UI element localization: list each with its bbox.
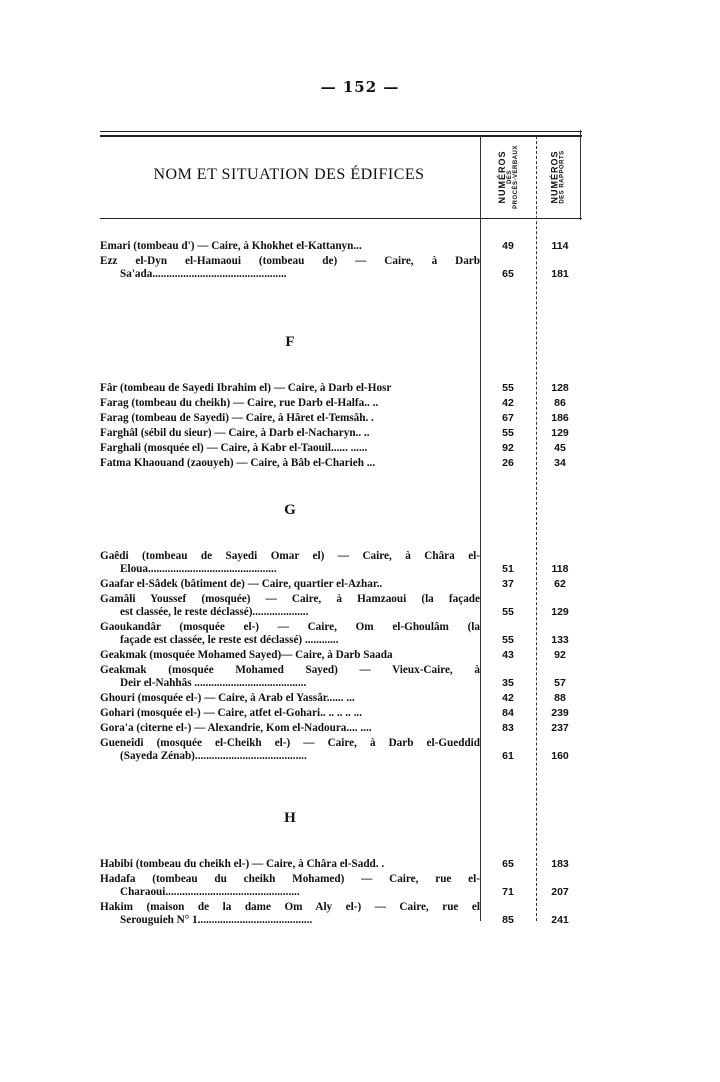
proces-verbal-number: 42 [502,692,514,704]
proces-verbal-number: 51 [502,563,514,575]
rapport-number: 129 [551,427,569,439]
table-row [100,397,480,410]
entry-text: Gohari (mosquée el-) — Caire, atfet el-Gohari.. .. .. .. ... [100,707,363,719]
header-rule [100,218,582,219]
rapport-number: 237 [551,722,569,734]
rapport-number: 241 [551,914,569,926]
entry-text-continued: Charaoui................................................ [120,886,300,898]
table-row [100,858,480,871]
entry-text: Farag (tombeau du cheikh) — Caire, rue Darb el-Halfa.. .. [100,397,379,409]
proces-verbal-number: 55 [502,634,514,646]
table-row [100,382,480,395]
table-row [100,442,480,455]
rapport-number: 88 [554,692,566,704]
entry-text-continued: (Sayeda Zénab)........................................ [120,750,307,762]
col1-sub-label-2: PROCÈS-VERBAUX [513,145,519,209]
rapport-number: 86 [554,397,566,409]
table-row [100,707,480,720]
table-row [100,427,480,440]
proces-verbal-number: 67 [502,412,514,424]
rapport-number: 62 [554,578,566,590]
col1-sub-label-1: DES [507,170,513,184]
proces-verbal-number: 85 [502,914,514,926]
table-row [100,649,480,662]
table-row [100,692,480,705]
entry-text: Gamâli Youssef (mosquée) — Caire, à Hamzaoui (la façade [100,593,480,605]
table-row [100,457,480,470]
entry-text: Farghâl (sébil du sieur) — Caire, à Darb el-Nacharyn.. .. [100,427,370,439]
entry-text: Geakmak (mosquée Mohamed Sayed) — Vieux-Caire, à [100,664,480,676]
table-row [100,578,480,591]
col1-main-label: NUMÉROS [497,150,507,204]
rapport-number: 160 [551,750,569,762]
entry-text-continued: Sa'ada................................................ [120,268,287,280]
rapport-number: 183 [551,858,569,870]
rapport-number: 34 [554,457,566,469]
rapport-number: 92 [554,649,566,661]
proces-verbal-number: 37 [502,578,514,590]
table-row [100,873,480,899]
entry-text: Habibi (tombeau du cheikh el-) — Caire, à Châra el-Sadd. . [100,858,385,870]
proces-verbal-number: 65 [502,268,514,280]
proces-verbal-number: 43 [502,649,514,661]
rapport-number: 114 [551,240,569,252]
column-divider-1 [480,136,481,921]
entry-text-continued: Eloua.............................................. [120,563,277,575]
proces-verbal-number: 35 [502,677,514,689]
entry-text: Emari (tombeau d') — Caire, à Khokhet el-Kattanyn... [100,240,362,252]
rapport-number: 118 [551,563,569,575]
table-header-title: NOM ET SITUATION DES ÉDIFICES [153,166,425,183]
proces-verbal-number: 61 [502,750,514,762]
entry-text: Ghouri (mosquée el-) — Caire, à Arab el Yassâr...... ... [100,692,355,704]
table-row [100,621,480,647]
proces-verbal-number: 92 [502,442,514,454]
column-header-rapports [536,136,580,218]
table-row [100,550,480,576]
col2-sub-label: DES RAPPORTS [560,150,566,204]
entry-text: Hadafa (tombeau du cheikh Mohamed) — Caire, rue el- [100,873,480,885]
entry-text: Hakim (maison de la dame Om Aly el-) — Caire, rue el [100,901,480,913]
column-divider-3 [580,130,581,220]
entry-text: Geakmak (mosquée Mohamed Sayed)— Caire, à Darb Saada [100,649,393,661]
proces-verbal-number: 42 [502,397,514,409]
proces-verbal-number: 55 [502,427,514,439]
table-row [100,255,480,281]
rapport-number: 186 [551,412,569,424]
entry-text-continued: Deir el-Nahhâs ........................................ [120,677,307,689]
table-row [100,901,480,927]
column-divider-2 [536,136,537,921]
entry-text: Gaafar el-Sâdek (bâtiment de) — Caire, quartier el-Azhar.. [100,578,383,590]
rapport-number: 45 [554,442,566,454]
section-letter-h: H [284,810,296,826]
table-row [100,240,480,253]
entry-text: Farghali (mosquée el) — Caire, à Kabr el-Taouil...... ...... [100,442,368,454]
table-row [100,593,480,619]
rapport-number: 128 [551,382,569,394]
table-row [100,664,480,690]
col2-main-label: NUMÉROS [550,150,560,204]
entry-text: Gaoukandâr (mosquée el-) — Caire, Om el-Ghoulâm (la [100,621,480,633]
entry-text-continued: façade est classée, le reste est déclassé) ............ [120,634,339,646]
proces-verbal-number: 55 [502,606,514,618]
entry-text: Farag (tombeau de Sayedi) — Caire, à Hâret el-Temsâh. . [100,412,374,424]
entry-text: Gueneîdi (mosquée el-Cheikh el-) — Caire, à Darb el-Gueddid [100,737,480,749]
proces-verbal-number: 84 [502,707,514,719]
column-header-proces-verbaux [480,136,536,218]
rapport-number: 181 [551,268,569,280]
proces-verbal-number: 65 [502,858,514,870]
entry-text-continued: est classée, le reste déclassé).................... [120,606,309,618]
section-letter-f: F [285,334,295,350]
section-letter-g: G [284,502,296,518]
rapport-number: 129 [551,606,569,618]
table-row [100,722,480,735]
entry-text: Ezz el-Dyn el-Hamaoui (tombeau de) — Caire, à Darb [100,255,480,267]
rapport-number: 133 [551,634,569,646]
table-row [100,737,480,763]
proces-verbal-number: 26 [502,457,514,469]
proces-verbal-number: 55 [502,382,514,394]
entry-text: Fatma Khaouand (zaouyeh) — Caire, à Bâb el-Charieh ... [100,457,376,469]
table-row [100,412,480,425]
entry-text: Gaêdi (tombeau de Sayedi Omar el) — Caire, à Châra el- [100,550,480,562]
entry-text: Fâr (tombeau de Sayedi Ibrahim el) — Caire, à Darb el-Hosr [100,382,392,394]
entry-text-continued: Serouguieh N° 1......................................... [120,914,313,926]
proces-verbal-number: 71 [502,886,514,898]
entry-text: Gora'a (citerne el-) — Alexandrie, Kom el-Nadoura.... .... [100,722,372,734]
proces-verbal-number: 49 [502,240,514,252]
rapport-number: 57 [554,677,566,689]
rapport-number: 239 [551,707,569,719]
rapport-number: 207 [551,886,569,898]
top-rule [100,131,582,132]
proces-verbal-number: 83 [502,722,514,734]
page-number: — 152 — [320,78,400,96]
